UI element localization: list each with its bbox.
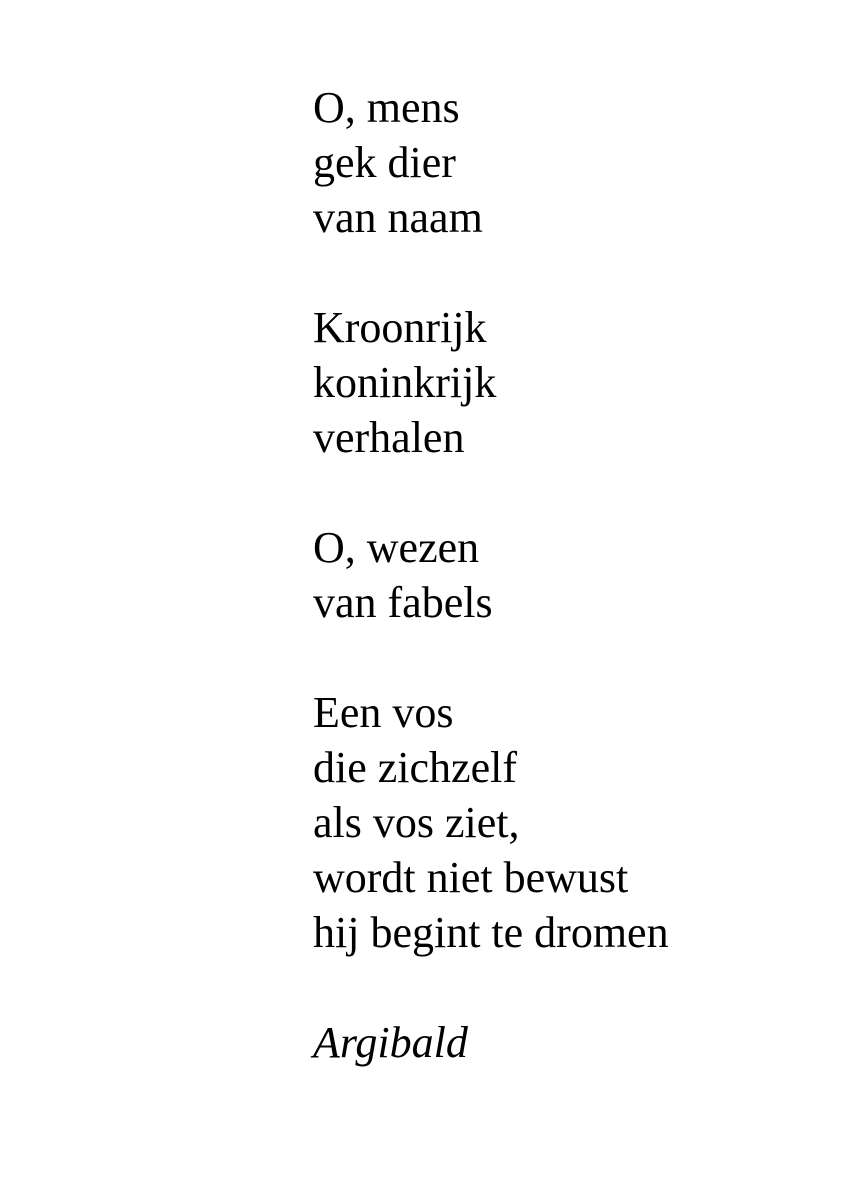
poem-line: wordt niet bewust [313,853,629,902]
poem [313,80,669,1070]
poem-line: verhalen [313,413,465,462]
poem-line: O, wezen [313,523,480,572]
poem-line: die zichzelf [313,743,517,792]
poem-line: gek dier [313,138,456,187]
poem-line: Kroonrijk [313,303,487,352]
poem-line: Een vos [313,688,454,737]
poem-stanza [313,520,669,630]
poem-line: koninkrijk [313,358,497,407]
poem-stanza [313,300,669,465]
poem-stanza [313,80,669,245]
poem-line: O, mens [313,83,460,132]
poem-line: als vos ziet, [313,798,520,847]
poem-line: hij begint te dromen [313,908,669,957]
poem-signature: Argibald [313,1018,468,1067]
poem-line: van naam [313,193,483,242]
poem-line: van fabels [313,578,493,627]
poem-stanza [313,685,669,960]
